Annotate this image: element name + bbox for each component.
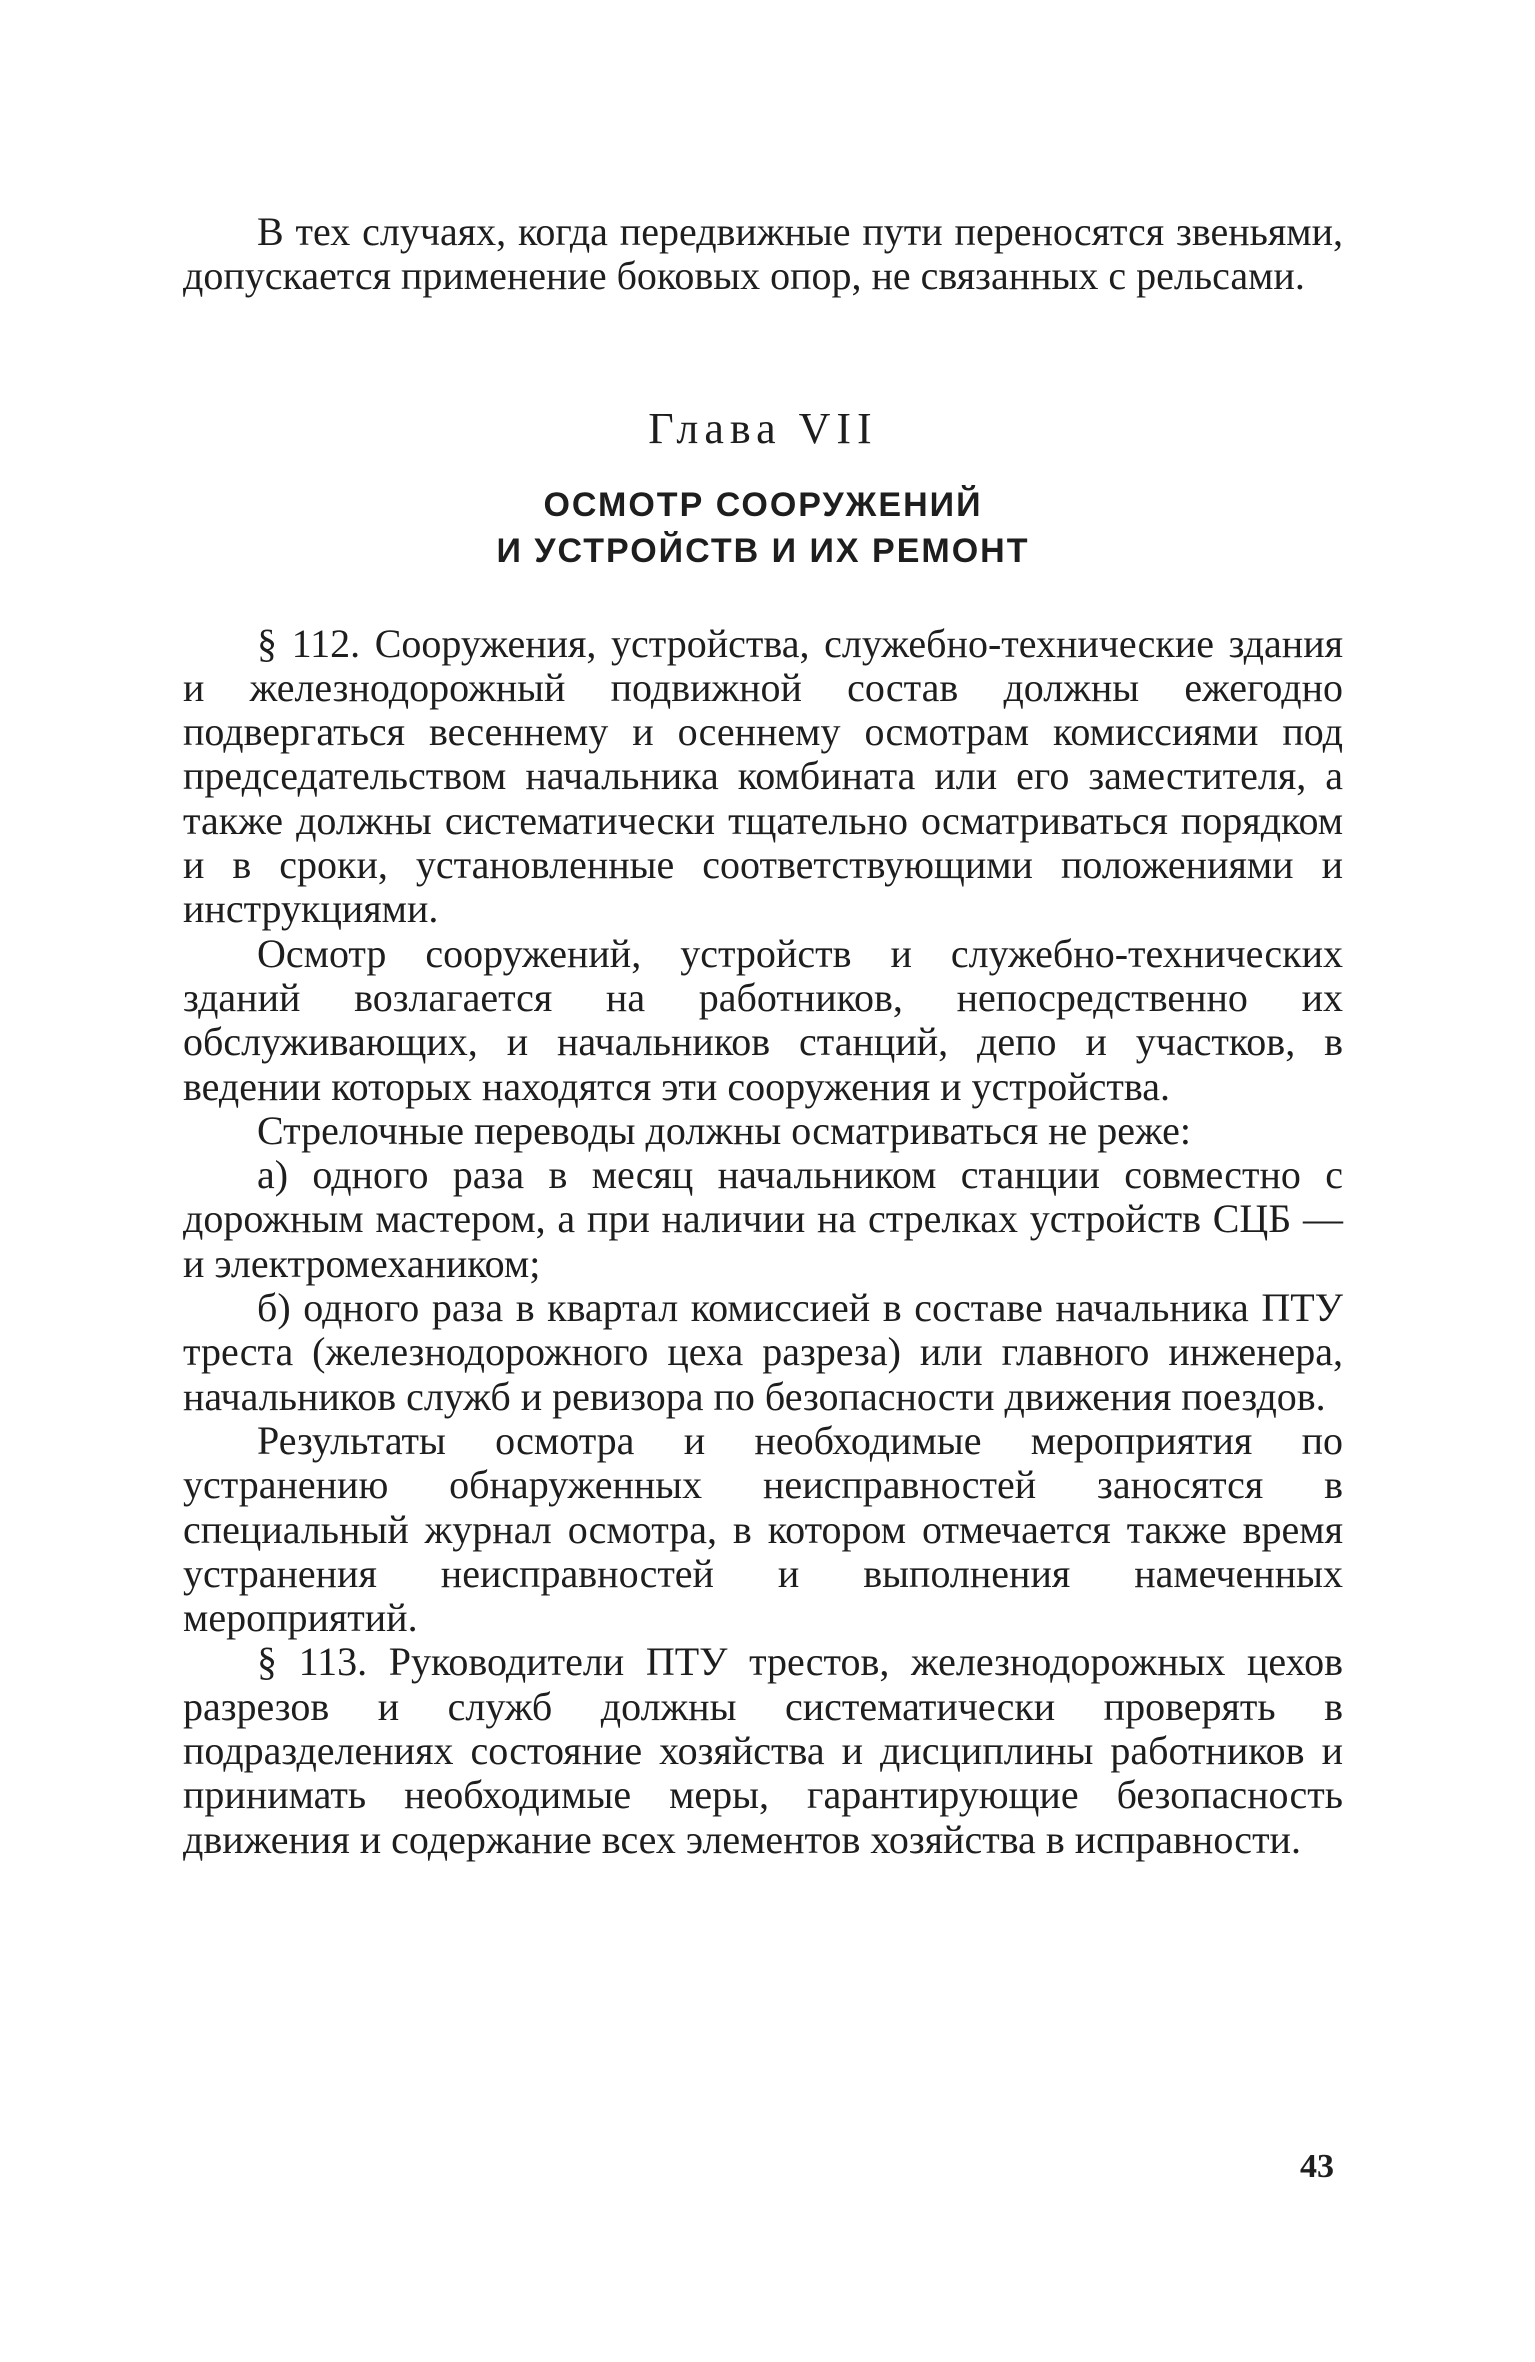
section-112-paragraph: § 112. Сооружения, устройства, служебно-технические здания и железнодорожный подвижной состав должны ежегодно подвергаться весеннему и осеннему осмотрам комиссиями под председательством начальника комбината или его заместителя, а также должны систематически тщательно осматриваться порядком и в сроки, установленные соответствующими положениями и инструкциями. bbox=[183, 620, 1343, 932]
section-113-paragraph: § 113. Руководители ПТУ трестов, железнодорожных цехов разрезов и служб должны систематически проверять в подразделениях состояние хозяйства и дисциплины работников и принимать необходимые меры, гарантирующие безопасность движения и содержание всех элементов хозяйства в исправности. bbox=[183, 1639, 1343, 1862]
results-paragraph: Результаты осмотра и необходимые мероприятия по устранению обнаруженных неисправностей заносятся в специальный журнал осмотра, в котором отмечается также время устранения неисправностей и выполнения намеченных мероприятий. bbox=[183, 1417, 1343, 1641]
list-item-a: а) одного раза в месяц начальником станции совместно с дорожным мастером, а при наличии на стрелках устройств СЦБ — и электромехаником; bbox=[183, 1152, 1343, 1286]
page-body bbox=[183, 210, 1343, 1862]
chapter-title bbox=[183, 482, 1343, 574]
page-number: 43 bbox=[1300, 2148, 1334, 2185]
intro-paragraph: В тех случаях, когда передвижные пути переносятся звеньями, допускается применение боковых опор, не связанных с рельсами. bbox=[183, 209, 1343, 299]
switches-paragraph: Стрелочные переводы должны осматриваться не реже: bbox=[257, 1107, 1191, 1153]
chapter-title-line-2: И УСТРОЙСТВ И ИХ РЕМОНТ bbox=[496, 531, 1030, 570]
inspection-paragraph: Осмотр сооружений, устройств и служебно-технических зданий возлагается на работников, непосредственно их обслуживающих, и начальников станций, депо и участков, в ведении которых находятся эти сооружения и устройства. bbox=[183, 930, 1343, 1109]
chapter-title-line-1: ОСМОТР СООРУЖЕНИЙ bbox=[543, 485, 983, 524]
list-item-b: б) одного раза в квартал комиссией в составе начальника ПТУ треста (железнодорожного цеха разреза) или главного инженера, начальников служб и ревизора по безопасности движения поездов. bbox=[183, 1285, 1343, 1419]
chapter-heading: Глава VII bbox=[648, 403, 878, 453]
